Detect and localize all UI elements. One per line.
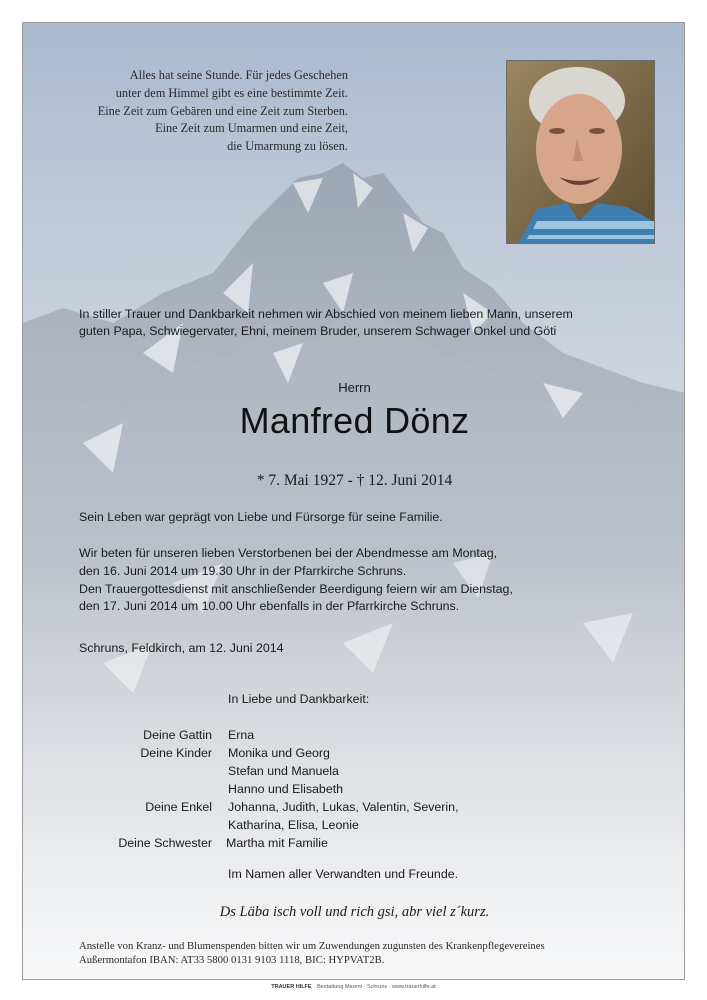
- service-line: Wir beten für unseren lieben Verstorbenen bei der Abendmesse am Montag,: [79, 546, 498, 560]
- verse-line: Eine Zeit zum Umarmen und eine Zeit,: [155, 121, 348, 136]
- mourner-relation: Deine Kinder: [140, 746, 212, 760]
- mourner-names: Martha mit Familie: [226, 836, 328, 850]
- deceased-name: Manfred Dönz: [239, 400, 470, 441]
- portrait-photo: [506, 60, 655, 244]
- donation-line: Außermontafon IBAN: AT33 5800 0131 9103 1118, BIC: HYPVAT2B.: [79, 954, 385, 966]
- salutation: Herrn: [338, 380, 371, 395]
- mourner-relation: Deine Gattin: [143, 728, 212, 742]
- mourner-row: [23, 782, 685, 799]
- mourner-row: [23, 818, 685, 835]
- mourner-relation: Deine Schwester: [118, 836, 212, 850]
- mourners-heading: In Liebe und Dankbarkeit:: [228, 692, 370, 706]
- donation-line: Anstelle von Kranz- und Blumenspenden bitten wir um Zuwendungen zugunsten des Krankenpflegevereines: [79, 940, 545, 952]
- mourner-names: Katharina, Elisa, Leonie: [228, 818, 359, 832]
- closing-line: Im Namen aller Verwandten und Freunde.: [228, 867, 459, 881]
- bible-verse: [28, 67, 348, 156]
- life-dates: * 7. Mai 1927 - † 12. Juni 2014: [256, 472, 453, 489]
- life-line: Sein Leben war geprägt von Liebe und Fürsorge für seine Familie.: [79, 510, 443, 524]
- mourner-row: [23, 728, 685, 745]
- verse-line: Alles hat seine Stunde. Für jedes Geschehen: [129, 68, 348, 82]
- portrait-image: [507, 61, 655, 244]
- mourner-names: Stefan und Manuela: [228, 764, 339, 778]
- intro-line: guten Papa, Schwiegervater, Ehni, meinem Bruder, unserem Schwager Onkel und Göti: [79, 324, 557, 339]
- footer-text: Bestattung Marent · Schruns · www.trauerhilfe.at: [317, 984, 436, 990]
- footer-brand: TRAUER HILFE: [271, 984, 312, 990]
- mourner-row: [23, 836, 685, 853]
- intro-text: [79, 306, 639, 341]
- dialect-saying: Ds Läba isch voll und rich gsi, abr viel z´kurz.: [219, 904, 490, 920]
- mourner-row: [23, 764, 685, 781]
- intro-line: In stiller Trauer und Dankbarkeit nehmen wir Abschied von meinem lieben Mann, unserem: [79, 307, 573, 321]
- footer-imprint: [0, 984, 707, 990]
- service-line: Den Trauergottesdienst mit anschließender Beerdigung feiern wir am Dienstag,: [79, 581, 513, 596]
- mourner-names: Hanno und Elisabeth: [228, 782, 344, 796]
- place-and-date: [79, 640, 284, 658]
- service-line: den 16. Juni 2014 um 19.30 Uhr in der Pfarrkirche Schruns.: [79, 563, 407, 578]
- obituary-card: [22, 22, 685, 980]
- verse-line: unter dem Himmel gibt es eine bestimmte Zeit.: [115, 85, 348, 100]
- mourner-names: Monika und Georg: [228, 746, 330, 760]
- mourner-relation: Deine Enkel: [145, 800, 212, 814]
- mourner-names: Erna: [228, 728, 255, 742]
- service-line: den 17. Juni 2014 um 10.00 Uhr ebenfalls in der Pfarrkirche Schruns.: [79, 599, 460, 614]
- donation-note: [79, 939, 545, 967]
- mourner-names: Johanna, Judith, Lukas, Valentin, Severin,: [228, 800, 459, 814]
- verse-line: Eine Zeit zum Gebären und eine Zeit zum Sterben.: [97, 103, 348, 118]
- mourner-row: [23, 800, 685, 817]
- verse-line: die Umarmung zu lösen.: [227, 139, 348, 154]
- mourner-row: [23, 746, 685, 763]
- service-details: [79, 545, 513, 616]
- life-statement: [79, 509, 443, 527]
- place-date-line: Schruns, Feldkirch, am 12. Juni 2014: [79, 641, 284, 655]
